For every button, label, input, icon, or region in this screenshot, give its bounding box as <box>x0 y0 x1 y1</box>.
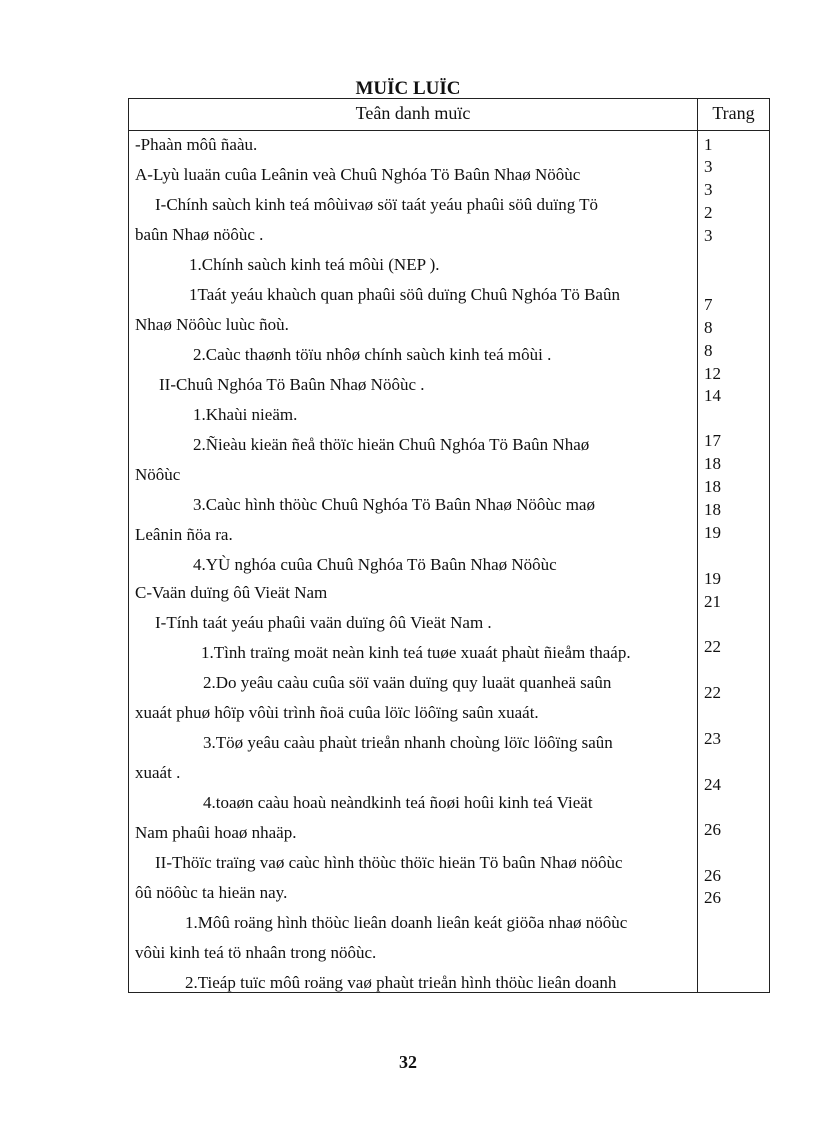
page-ref: 18 <box>704 477 721 496</box>
page-number: 32 <box>399 1052 417 1072</box>
toc-entry: C-Vaän duïng ôû Vieät Nam <box>135 583 328 602</box>
page-ref: 3 <box>704 157 713 176</box>
page-ref: 8 <box>704 341 713 360</box>
page-ref: 19 <box>704 569 721 588</box>
toc-entry: 2.Caùc thaønh töïu nhôø chính saùch kinh teá môùi . <box>193 345 552 364</box>
page-ref: 18 <box>704 500 721 519</box>
page-ref: 19 <box>704 523 721 542</box>
page-ref: 1 <box>704 135 713 154</box>
page-ref: 3 <box>704 226 713 245</box>
page-ref: 26 <box>704 888 721 907</box>
toc-entry: Nam phaûi hoaø nhaäp. <box>135 823 297 842</box>
page-ref: 22 <box>704 637 721 656</box>
page-ref: 2 <box>704 203 713 222</box>
toc-table <box>128 98 770 993</box>
toc-entry: ôû nöôùc ta hieän nay. <box>135 883 288 902</box>
page-ref: 8 <box>704 318 713 337</box>
toc-entry: 1Taát yeáu khaùch quan phaûi söû duïng Chuû Nghóa Tö Baûn <box>189 285 620 304</box>
toc-entry: -Phaàn môû ñaàu. <box>135 135 258 154</box>
toc-entry: I-Chính saùch kinh teá môùivaø söï taát yeáu phaûi söû duïng Tö <box>155 195 599 214</box>
toc-entry: baûn Nhaø nöôùc . <box>135 225 264 244</box>
toc-entry: xuaát phuø hôïp vôùi trình ñoä cuûa löïc löôïng saûn xuaát. <box>135 703 539 722</box>
toc-entry: Nhaø Nöôùc luùc ñoù. <box>135 315 289 334</box>
toc-entry: Leânin ñöa ra. <box>135 525 233 544</box>
toc-entry: 3.Töø yeâu caàu phaùt trieån nhanh choùng löïc löôïng saûn <box>203 733 613 752</box>
page-ref: 26 <box>704 820 721 839</box>
toc-entry: 3.Caùc hình thöùc Chuû Nghóa Tö Baûn Nhaø Nöôùc maø <box>193 495 595 514</box>
page-ref: 18 <box>704 454 721 473</box>
toc-entry: 2.Ñieàu kieän ñeå thöïc hieän Chuû Nghóa Tö Baûn Nhaø <box>193 435 590 454</box>
page-ref: 17 <box>704 431 721 450</box>
toc-title: MUÏC LUÏC <box>355 78 461 99</box>
page-ref: 14 <box>704 386 721 405</box>
page-ref: 7 <box>704 295 713 314</box>
toc-entry: Nöôùc <box>135 465 181 484</box>
toc-entry: 1.Khaùi nieäm. <box>193 405 298 424</box>
toc-entry: 1.Môû roäng hình thöùc lieân doanh lieân keát giöõa nhaø nöôùc <box>185 913 628 932</box>
page-ref: 26 <box>704 866 721 885</box>
toc-entry: vôùi kinh teá tö nhaân trong nöôùc. <box>135 943 377 962</box>
toc-entry: 2.Do yeâu caàu cuûa söï vaän duïng quy luaät quanheä saûn <box>203 673 612 692</box>
page-ref: 24 <box>704 775 721 794</box>
toc-entry: I-Tính taát yeáu phaûi vaän duïng ôû Vieät Nam . <box>155 613 492 632</box>
page-ref: 22 <box>704 683 721 702</box>
toc-entry: 1.Chính saùch kinh teá môùi (NEP ). <box>189 255 440 274</box>
toc-entry: A-Lyù luaän cuûa Leânin veà Chuû Nghóa Tö Baûn Nhaø Nöôùc <box>135 165 581 184</box>
toc-entry: II-Chuû Nghóa Tö Baûn Nhaø Nöôùc . <box>159 375 425 394</box>
header-divider <box>129 130 769 131</box>
page-ref: 3 <box>704 180 713 199</box>
column-header-page: Trang <box>712 103 755 123</box>
page-ref: 23 <box>704 729 721 748</box>
page-ref: 21 <box>704 592 721 611</box>
toc-entry: 4.toaøn caàu hoaù neàndkinh teá ñoøi hoûi kinh teá Vieät <box>203 793 593 812</box>
toc-entry: 2.Tieáp tuïc môû roäng vaø phaùt trieån hình thöùc lieân doanh <box>185 973 617 992</box>
toc-entry: 4.YÙ nghóa cuûa Chuû Nghóa Tö Baûn Nhaø Nöôùc <box>193 555 557 574</box>
page-ref: 12 <box>704 364 721 383</box>
toc-entry: 1.Tình traïng moät neàn kinh teá tuøe xuaát phaùt ñieåm thaáp. <box>201 643 631 662</box>
column-header-name: Teân danh muïc <box>355 103 471 123</box>
toc-entry: xuaát . <box>135 763 181 782</box>
toc-entry: II-Thöïc traïng vaø caùc hình thöùc thöïc hieän Tö baûn Nhaø nöôùc <box>155 853 623 872</box>
